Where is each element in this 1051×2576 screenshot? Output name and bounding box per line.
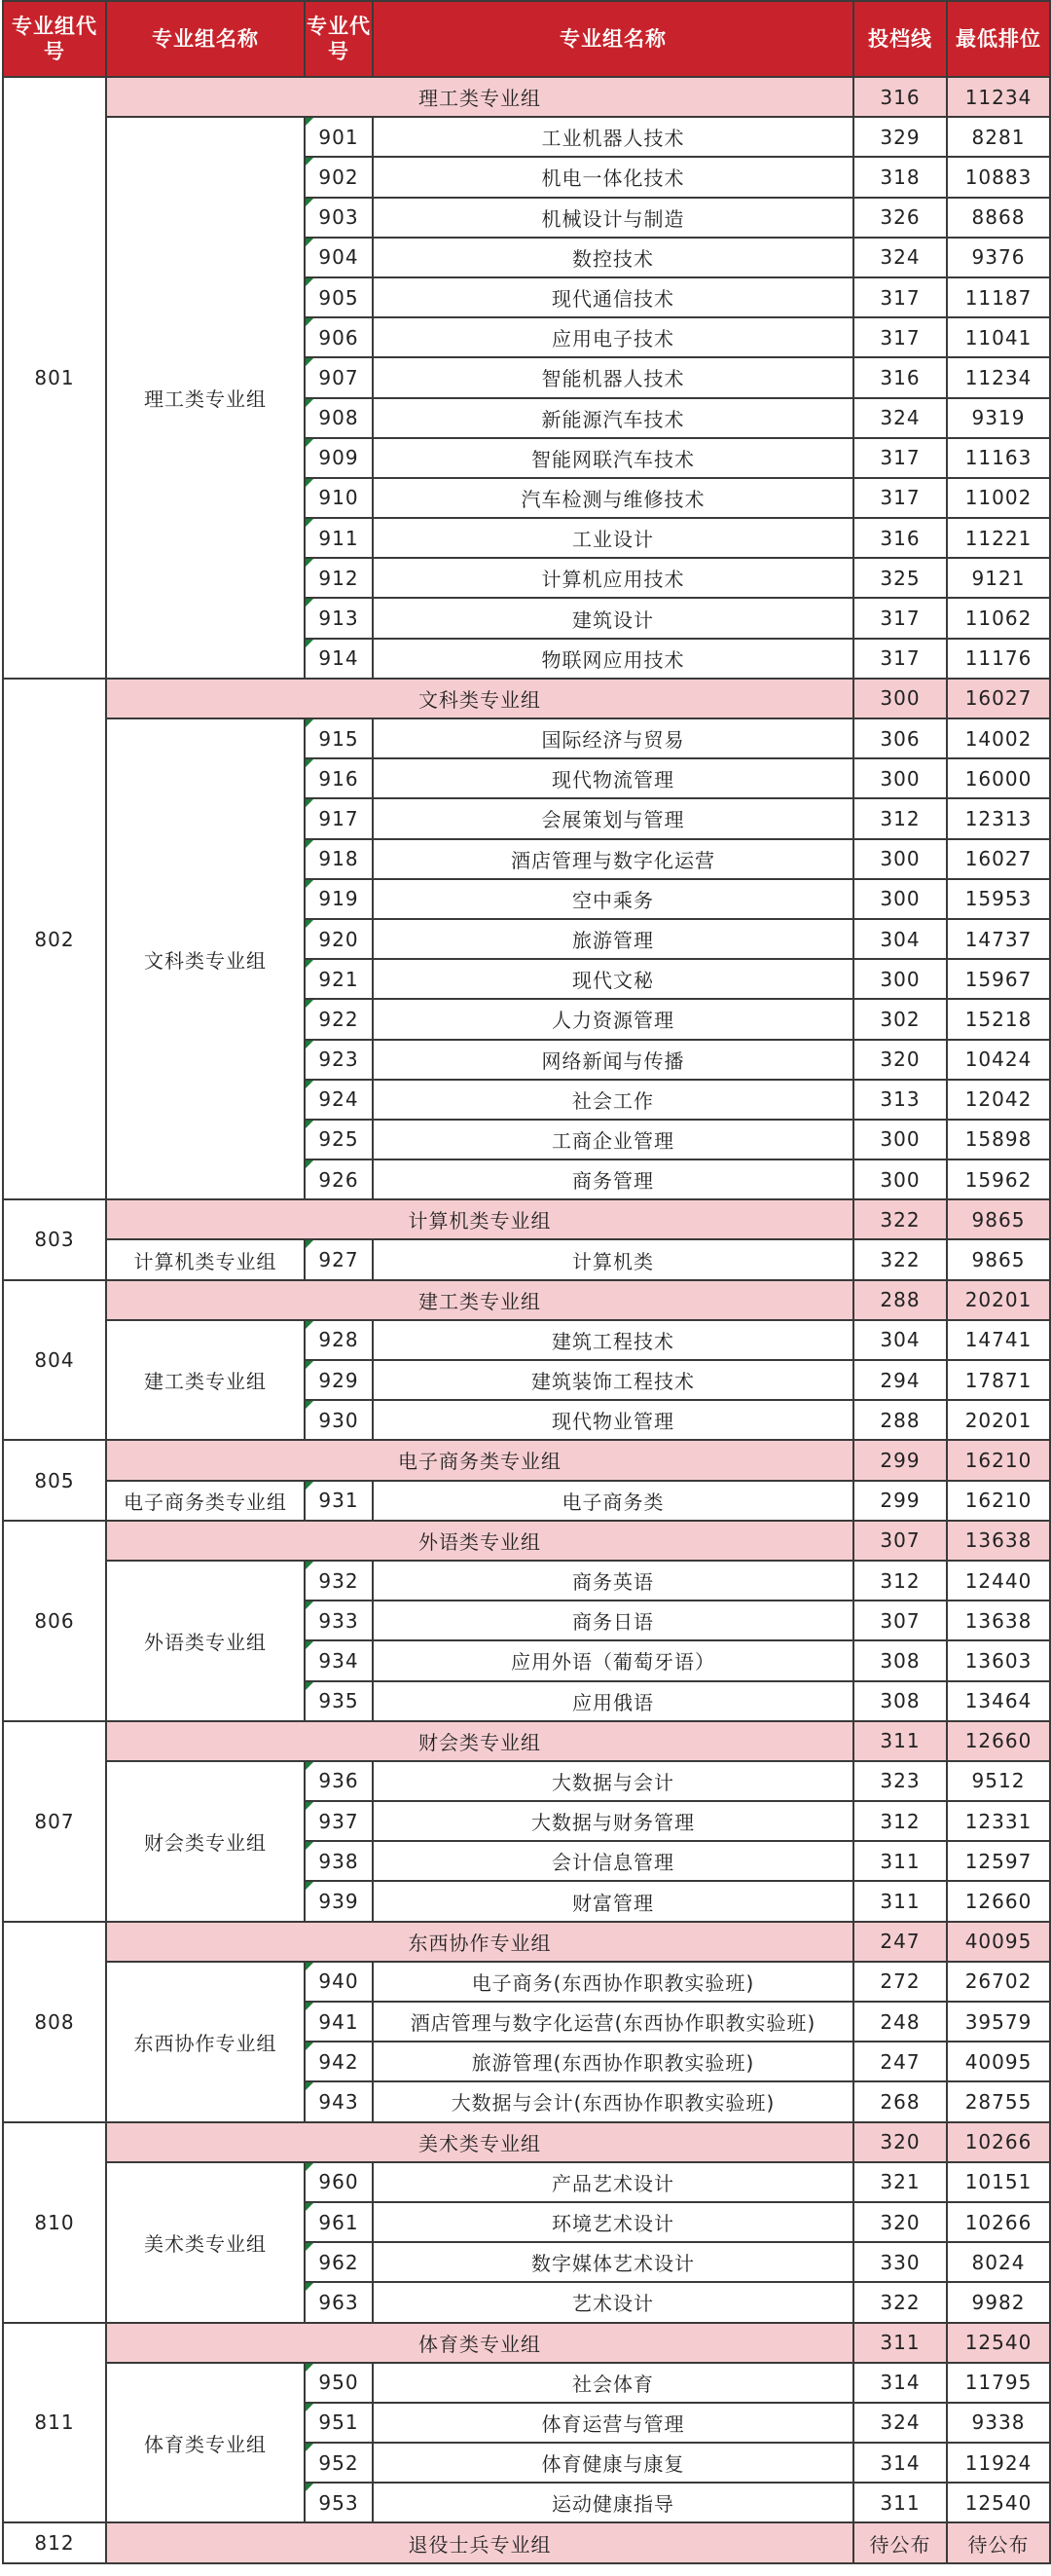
- major-cutoff-score: 306: [853, 718, 947, 758]
- major-code: 924: [305, 1080, 373, 1120]
- major-name: 环境艺术设计: [373, 2202, 853, 2242]
- major-lowest-rank: 9121: [947, 558, 1050, 598]
- major-cutoff-score: 300: [853, 758, 947, 798]
- major-cutoff-score: 288: [853, 1400, 947, 1440]
- major-name: 旅游管理: [373, 919, 853, 959]
- major-lowest-rank: 8024: [947, 2242, 1050, 2282]
- group-code: 803: [3, 1199, 106, 1279]
- table-row: [3, 1761, 1050, 1801]
- major-name: 大数据与会计(东西协作职教实验班): [373, 2081, 853, 2121]
- major-cutoff-score: 324: [853, 2403, 947, 2443]
- major-code: 950: [305, 2363, 373, 2403]
- major-cutoff-score: 300: [853, 839, 947, 879]
- major-name: 财富管理: [373, 1881, 853, 1921]
- major-code: 962: [305, 2242, 373, 2282]
- group-summary-name: 建工类专业组: [106, 1280, 853, 1320]
- major-code: 913: [305, 598, 373, 638]
- major-code: 934: [305, 1640, 373, 1680]
- group-name: 建工类专业组: [106, 1320, 305, 1441]
- major-code: 903: [305, 198, 373, 238]
- major-code: 911: [305, 518, 373, 558]
- major-lowest-rank: 13638: [947, 1601, 1050, 1640]
- group-cutoff-score: 288: [853, 1280, 947, 1320]
- major-code: 919: [305, 879, 373, 919]
- major-name: 人力资源管理: [373, 999, 853, 1039]
- major-cutoff-score: 317: [853, 438, 947, 478]
- major-lowest-rank: 15898: [947, 1120, 1050, 1159]
- major-code: 921: [305, 959, 373, 999]
- major-name: 大数据与财务管理: [373, 1801, 853, 1841]
- major-lowest-rank: 14002: [947, 718, 1050, 758]
- group-cutoff-score: 247: [853, 1922, 947, 1962]
- major-cutoff-score: 325: [853, 558, 947, 598]
- major-lowest-rank: 10266: [947, 2202, 1050, 2242]
- major-name: 机械设计与制造: [373, 198, 853, 238]
- group-summary-name: 外语类专业组: [106, 1521, 853, 1561]
- major-lowest-rank: 14737: [947, 919, 1050, 959]
- major-name: 现代文秘: [373, 959, 853, 999]
- major-lowest-rank: 13464: [947, 1681, 1050, 1721]
- major-code: 915: [305, 718, 373, 758]
- major-name: 电子商务类: [373, 1481, 853, 1521]
- major-name: 社会工作: [373, 1080, 853, 1120]
- major-name: 建筑装饰工程技术: [373, 1360, 853, 1400]
- major-code: 910: [305, 478, 373, 518]
- major-name: 计算机应用技术: [373, 558, 853, 598]
- group-lowest-rank: 40095: [947, 1922, 1050, 1962]
- major-code: 901: [305, 117, 373, 157]
- major-code: 932: [305, 1561, 373, 1601]
- major-lowest-rank: 40095: [947, 2042, 1050, 2081]
- major-lowest-rank: 11187: [947, 277, 1050, 317]
- group-code: 804: [3, 1280, 106, 1441]
- major-name: 工业机器人技术: [373, 117, 853, 157]
- major-name: 应用俄语: [373, 1681, 853, 1721]
- group-summary-row: [3, 679, 1050, 718]
- major-lowest-rank: 28755: [947, 2081, 1050, 2121]
- major-cutoff-score: 312: [853, 1801, 947, 1841]
- major-lowest-rank: 14741: [947, 1320, 1050, 1360]
- header-major-name: 专业组名称: [373, 1, 853, 77]
- major-code: 909: [305, 438, 373, 478]
- group-summary-name: 计算机类专业组: [106, 1199, 853, 1239]
- major-name: 现代物流管理: [373, 758, 853, 798]
- major-lowest-rank: 9338: [947, 2403, 1050, 2443]
- major-code: 925: [305, 1120, 373, 1159]
- major-cutoff-score: 317: [853, 639, 947, 679]
- major-lowest-rank: 11221: [947, 518, 1050, 558]
- major-code: 902: [305, 157, 373, 197]
- major-name: 新能源汽车技术: [373, 398, 853, 438]
- major-cutoff-score: 313: [853, 1080, 947, 1120]
- group-cutoff-score: 322: [853, 1199, 947, 1239]
- major-name: 运动健康指导: [373, 2483, 853, 2522]
- major-name: 数字媒体艺术设计: [373, 2242, 853, 2282]
- major-cutoff-score: 268: [853, 2081, 947, 2121]
- major-cutoff-score: 314: [853, 2363, 947, 2403]
- major-code: 912: [305, 558, 373, 598]
- major-lowest-rank: 16210: [947, 1481, 1050, 1521]
- major-cutoff-score: 294: [853, 1360, 947, 1400]
- group-cutoff-score: 311: [853, 2323, 947, 2363]
- table-row: [3, 117, 1050, 157]
- major-name: 社会体育: [373, 2363, 853, 2403]
- major-cutoff-score: 322: [853, 2282, 947, 2322]
- major-name: 空中乘务: [373, 879, 853, 919]
- group-cutoff-score: 311: [853, 1721, 947, 1761]
- group-code: 812: [3, 2522, 106, 2562]
- major-cutoff-score: 311: [853, 1881, 947, 1921]
- major-name: 现代物业管理: [373, 1400, 853, 1440]
- major-cutoff-score: 272: [853, 1962, 947, 2002]
- major-cutoff-score: 320: [853, 1040, 947, 1080]
- header-cutoff-score: 投档线: [853, 1, 947, 77]
- group-cutoff-score: 299: [853, 1440, 947, 1480]
- major-name: 商务管理: [373, 1159, 853, 1199]
- major-lowest-rank: 12540: [947, 2483, 1050, 2522]
- group-summary-name: 理工类专业组: [106, 77, 853, 117]
- table-row: [3, 1320, 1050, 1360]
- group-code: 806: [3, 1521, 106, 1721]
- group-name: 财会类专业组: [106, 1761, 305, 1922]
- group-code: 802: [3, 679, 106, 1199]
- major-code: 939: [305, 1881, 373, 1921]
- group-summary-row: [3, 77, 1050, 117]
- major-lowest-rank: 9865: [947, 1239, 1050, 1279]
- major-lowest-rank: 8868: [947, 198, 1050, 238]
- major-cutoff-score: 321: [853, 2162, 947, 2202]
- major-code: 908: [305, 398, 373, 438]
- group-summary-name: 电子商务类专业组: [106, 1440, 853, 1480]
- major-code: 935: [305, 1681, 373, 1721]
- major-code: 906: [305, 317, 373, 357]
- major-name: 体育运营与管理: [373, 2403, 853, 2443]
- admission-score-table: [2, 0, 1051, 2564]
- major-code: 916: [305, 758, 373, 798]
- major-lowest-rank: 12313: [947, 798, 1050, 838]
- group-code: 810: [3, 2122, 106, 2323]
- header-lowest-rank: 最低排位: [947, 1, 1050, 77]
- group-cutoff-score: 307: [853, 1521, 947, 1561]
- major-lowest-rank: 11234: [947, 357, 1050, 397]
- major-cutoff-score: 312: [853, 798, 947, 838]
- header-major-code: 专业代号: [305, 1, 373, 77]
- major-name: 产品艺术设计: [373, 2162, 853, 2202]
- major-cutoff-score: 311: [853, 1841, 947, 1881]
- group-name: 体育类专业组: [106, 2363, 305, 2523]
- group-summary-row: [3, 2522, 1050, 2562]
- major-cutoff-score: 300: [853, 1120, 947, 1159]
- major-code: 963: [305, 2282, 373, 2322]
- major-lowest-rank: 10424: [947, 1040, 1050, 1080]
- major-cutoff-score: 316: [853, 518, 947, 558]
- group-name: 理工类专业组: [106, 117, 305, 679]
- major-lowest-rank: 17871: [947, 1360, 1050, 1400]
- major-code: 931: [305, 1481, 373, 1521]
- group-summary-name: 退役士兵专业组: [106, 2522, 853, 2562]
- major-name: 国际经济与贸易: [373, 718, 853, 758]
- major-code: 907: [305, 357, 373, 397]
- major-name: 网络新闻与传播: [373, 1040, 853, 1080]
- major-lowest-rank: 39579: [947, 2002, 1050, 2042]
- major-name: 工商企业管理: [373, 1120, 853, 1159]
- major-lowest-rank: 11924: [947, 2443, 1050, 2483]
- major-cutoff-score: 308: [853, 1640, 947, 1680]
- group-summary-row: [3, 2323, 1050, 2363]
- group-lowest-rank: 10266: [947, 2122, 1050, 2162]
- group-summary-row: [3, 1721, 1050, 1761]
- header-group-name: 专业组名称: [106, 1, 305, 77]
- table-row: [3, 2162, 1050, 2202]
- group-summary-name: 体育类专业组: [106, 2323, 853, 2363]
- group-lowest-rank: 12660: [947, 1721, 1050, 1761]
- header-group-code: 专业组代号: [3, 1, 106, 77]
- major-cutoff-score: 307: [853, 1601, 947, 1640]
- major-lowest-rank: 11002: [947, 478, 1050, 518]
- group-cutoff-score: 320: [853, 2122, 947, 2162]
- major-lowest-rank: 11795: [947, 2363, 1050, 2403]
- major-name: 计算机类: [373, 1239, 853, 1279]
- major-name: 酒店管理与数字化运营: [373, 839, 853, 879]
- major-name: 数控技术: [373, 238, 853, 277]
- major-cutoff-score: 326: [853, 198, 947, 238]
- major-name: 会计信息管理: [373, 1841, 853, 1881]
- major-cutoff-score: 312: [853, 1561, 947, 1601]
- major-name: 应用外语（葡萄牙语）: [373, 1640, 853, 1680]
- major-name: 智能机器人技术: [373, 357, 853, 397]
- major-name: 会展策划与管理: [373, 798, 853, 838]
- major-cutoff-score: 304: [853, 919, 947, 959]
- group-code: 805: [3, 1440, 106, 1520]
- major-cutoff-score: 316: [853, 357, 947, 397]
- major-lowest-rank: 20201: [947, 1400, 1050, 1440]
- major-name: 酒店管理与数字化运营(东西协作职教实验班): [373, 2002, 853, 2042]
- major-cutoff-score: 329: [853, 117, 947, 157]
- major-cutoff-score: 300: [853, 879, 947, 919]
- major-cutoff-score: 317: [853, 317, 947, 357]
- major-lowest-rank: 15953: [947, 879, 1050, 919]
- major-code: 960: [305, 2162, 373, 2202]
- major-cutoff-score: 324: [853, 398, 947, 438]
- major-cutoff-score: 324: [853, 238, 947, 277]
- major-name: 建筑工程技术: [373, 1320, 853, 1360]
- major-lowest-rank: 10883: [947, 157, 1050, 197]
- major-code: 923: [305, 1040, 373, 1080]
- major-cutoff-score: 247: [853, 2042, 947, 2081]
- major-lowest-rank: 9376: [947, 238, 1050, 277]
- table-header-row: [3, 1, 1050, 77]
- major-lowest-rank: 15218: [947, 999, 1050, 1039]
- group-summary-name: 东西协作专业组: [106, 1922, 853, 1962]
- major-cutoff-score: 300: [853, 959, 947, 999]
- major-name: 电子商务(东西协作职教实验班): [373, 1962, 853, 2002]
- major-code: 938: [305, 1841, 373, 1881]
- major-name: 体育健康与康复: [373, 2443, 853, 2483]
- major-name: 建筑设计: [373, 598, 853, 638]
- major-lowest-rank: 9319: [947, 398, 1050, 438]
- major-code: 930: [305, 1400, 373, 1440]
- table-row: [3, 2363, 1050, 2403]
- major-code: 918: [305, 839, 373, 879]
- major-cutoff-score: 311: [853, 2483, 947, 2522]
- major-cutoff-score: 304: [853, 1320, 947, 1360]
- major-cutoff-score: 320: [853, 2202, 947, 2242]
- major-lowest-rank: 16000: [947, 758, 1050, 798]
- major-code: 933: [305, 1601, 373, 1640]
- group-code: 808: [3, 1922, 106, 2122]
- group-summary-row: [3, 1521, 1050, 1561]
- group-lowest-rank: 13638: [947, 1521, 1050, 1561]
- major-cutoff-score: 317: [853, 478, 947, 518]
- major-cutoff-score: 302: [853, 999, 947, 1039]
- major-name: 机电一体化技术: [373, 157, 853, 197]
- major-cutoff-score: 299: [853, 1481, 947, 1521]
- major-cutoff-score: 308: [853, 1681, 947, 1721]
- major-cutoff-score: 322: [853, 1239, 947, 1279]
- group-lowest-rank: 待公布: [947, 2522, 1050, 2562]
- group-name: 电子商务类专业组: [106, 1481, 305, 1521]
- group-summary-name: 财会类专业组: [106, 1721, 853, 1761]
- major-cutoff-score: 330: [853, 2242, 947, 2282]
- major-code: 940: [305, 1962, 373, 2002]
- major-name: 物联网应用技术: [373, 639, 853, 679]
- major-lowest-rank: 9982: [947, 2282, 1050, 2322]
- group-name: 东西协作专业组: [106, 1962, 305, 2122]
- group-cutoff-score: 300: [853, 679, 947, 718]
- major-code: 917: [305, 798, 373, 838]
- major-name: 商务英语: [373, 1561, 853, 1601]
- major-name: 旅游管理(东西协作职教实验班): [373, 2042, 853, 2081]
- major-code: 941: [305, 2002, 373, 2042]
- group-summary-row: [3, 1280, 1050, 1320]
- major-lowest-rank: 11041: [947, 317, 1050, 357]
- group-cutoff-score: 316: [853, 77, 947, 117]
- major-lowest-rank: 12042: [947, 1080, 1050, 1120]
- group-code: 801: [3, 77, 106, 679]
- group-name: 文科类专业组: [106, 718, 305, 1199]
- group-summary-name: 美术类专业组: [106, 2122, 853, 2162]
- major-lowest-rank: 12440: [947, 1561, 1050, 1601]
- major-code: 936: [305, 1761, 373, 1801]
- group-name: 美术类专业组: [106, 2162, 305, 2323]
- major-cutoff-score: 248: [853, 2002, 947, 2042]
- major-lowest-rank: 16027: [947, 839, 1050, 879]
- major-cutoff-score: 317: [853, 598, 947, 638]
- major-code: 929: [305, 1360, 373, 1400]
- group-code: 807: [3, 1721, 106, 1922]
- group-summary-row: [3, 2122, 1050, 2162]
- group-lowest-rank: 12540: [947, 2323, 1050, 2363]
- major-code: 922: [305, 999, 373, 1039]
- major-name: 现代通信技术: [373, 277, 853, 317]
- group-lowest-rank: 16027: [947, 679, 1050, 718]
- major-code: 961: [305, 2202, 373, 2242]
- major-lowest-rank: 9512: [947, 1761, 1050, 1801]
- major-lowest-rank: 15962: [947, 1159, 1050, 1199]
- table-row: [3, 718, 1050, 758]
- group-name: 计算机类专业组: [106, 1239, 305, 1279]
- group-lowest-rank: 9865: [947, 1199, 1050, 1239]
- major-name: 工业设计: [373, 518, 853, 558]
- major-lowest-rank: 8281: [947, 117, 1050, 157]
- major-name: 大数据与会计: [373, 1761, 853, 1801]
- table-row: [3, 1481, 1050, 1521]
- major-lowest-rank: 15967: [947, 959, 1050, 999]
- major-code: 943: [305, 2081, 373, 2121]
- table-row: [3, 1239, 1050, 1279]
- major-code: 937: [305, 1801, 373, 1841]
- table-row: [3, 1561, 1050, 1601]
- table-row: [3, 1962, 1050, 2002]
- group-summary-row: [3, 1440, 1050, 1480]
- major-lowest-rank: 26702: [947, 1962, 1050, 2002]
- major-code: 942: [305, 2042, 373, 2081]
- major-code: 920: [305, 919, 373, 959]
- major-cutoff-score: 300: [853, 1159, 947, 1199]
- group-lowest-rank: 11234: [947, 77, 1050, 117]
- major-lowest-rank: 13603: [947, 1640, 1050, 1680]
- major-lowest-rank: 12597: [947, 1841, 1050, 1881]
- major-lowest-rank: 12660: [947, 1881, 1050, 1921]
- major-lowest-rank: 12331: [947, 1801, 1050, 1841]
- major-cutoff-score: 323: [853, 1761, 947, 1801]
- group-lowest-rank: 16210: [947, 1440, 1050, 1480]
- group-summary-row: [3, 1922, 1050, 1962]
- group-code: 811: [3, 2323, 106, 2523]
- major-code: 914: [305, 639, 373, 679]
- major-name: 艺术设计: [373, 2282, 853, 2322]
- major-code: 927: [305, 1239, 373, 1279]
- major-code: 904: [305, 238, 373, 277]
- major-code: 952: [305, 2443, 373, 2483]
- major-lowest-rank: 11062: [947, 598, 1050, 638]
- major-code: 928: [305, 1320, 373, 1360]
- group-name: 外语类专业组: [106, 1561, 305, 1721]
- major-cutoff-score: 318: [853, 157, 947, 197]
- major-cutoff-score: 317: [853, 277, 947, 317]
- group-summary-name: 文科类专业组: [106, 679, 853, 718]
- major-code: 905: [305, 277, 373, 317]
- major-name: 智能网联汽车技术: [373, 438, 853, 478]
- major-code: 953: [305, 2483, 373, 2522]
- group-cutoff-score: 待公布: [853, 2522, 947, 2562]
- group-summary-row: [3, 1199, 1050, 1239]
- major-lowest-rank: 11176: [947, 639, 1050, 679]
- major-name: 商务日语: [373, 1601, 853, 1640]
- group-lowest-rank: 20201: [947, 1280, 1050, 1320]
- major-cutoff-score: 314: [853, 2443, 947, 2483]
- major-code: 926: [305, 1159, 373, 1199]
- major-lowest-rank: 10151: [947, 2162, 1050, 2202]
- major-code: 951: [305, 2403, 373, 2443]
- major-name: 汽车检测与维修技术: [373, 478, 853, 518]
- major-lowest-rank: 11163: [947, 438, 1050, 478]
- major-name: 应用电子技术: [373, 317, 853, 357]
